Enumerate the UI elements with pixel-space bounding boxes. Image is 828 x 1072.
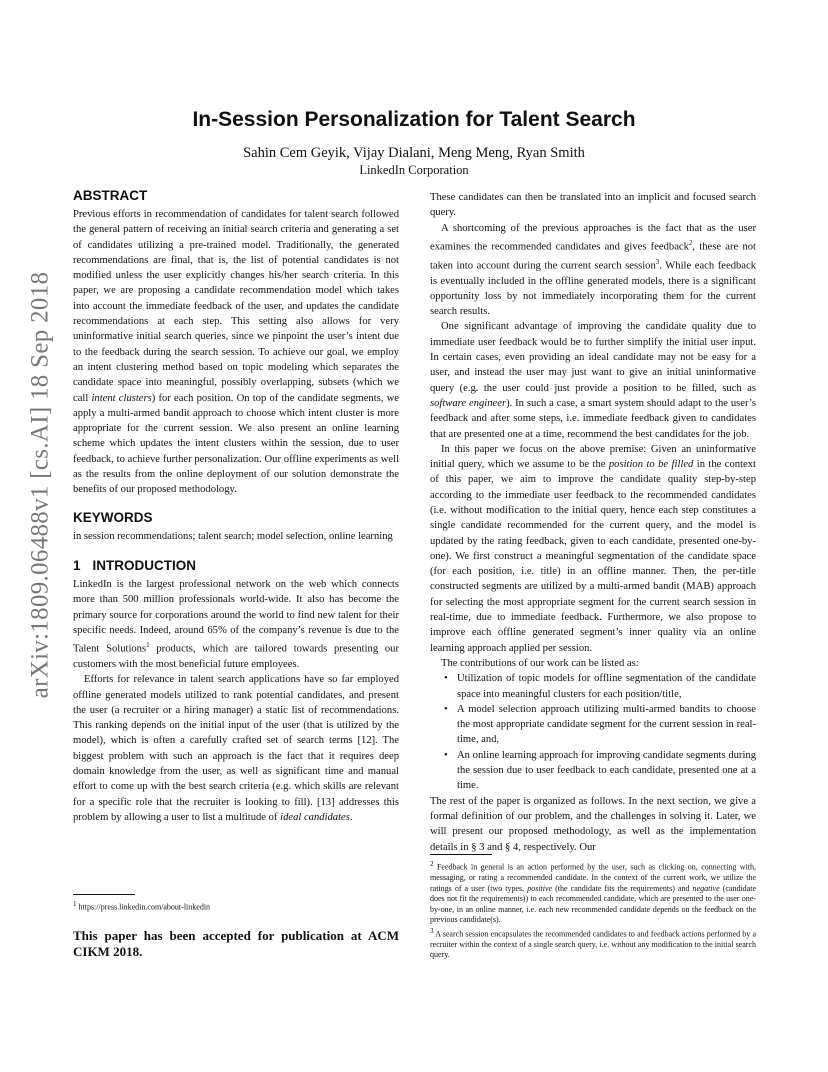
footnotes-right [430,854,756,961]
right-paragraph-1: A shortcoming of the previous approaches is the fact that as the user examines the recommended candidates and gives feedback$^2$, these are not taken into account during the current search session$^3$. While each feedback is eventually included in the offline generated models, there is a significant opportunity loss by not immediately incorporating them for the current search results. [430,222,756,318]
footnote-1: $^1$ https://press.linkedin.com/about-linkedin [73,900,211,912]
right-paragraph-3: In this paper we focus on the above premise: Given an uninformative initial query, which we assume to be the position to be filled in the context of this paper, we aim to improve the candidate quality step-by-step according to the immediate user feedback to the recommended candidates (i.e. without modification to the initial query, hence each step constitutes a single candidate recommended for the current query, and the model is updated by the rating feedback, given to each candidate, presented one-by-one). We first construct a meaningful segmentation of the candidate space (for each position, i.e. title) in an offline manner. Then, the per-title constructed segments are utilized by a multi-armed bandit (MAB) approach for selecting the most appropriate segment for the current search session in real-time, due to immediate feedback. Furthermore, we also propose to improve each offline generated segment’s inner quality via an online learning approach applied per session. [430,443,756,654]
keywords-text: in session recommendations; talent search; model selection, online learning [73,530,393,542]
left-column [73,188,399,825]
arxiv-identifier: arXiv:1809.06488v1 [cs.AI] 18 Sep 2018 [26,271,53,699]
footnote-rule [73,894,135,895]
intro-paragraph-1: LinkedIn is the largest professional network on the web which connects more than 500 million professionals world-wide. It also has become the primary source for corporations around the world to find new talent for their specific needs. Indeed, around 65% of the company’s revenue is due to the Talent Solutions$^1$ products, which are tailored towards presenting our customers with the most beneficial future employees. [73,578,399,670]
list-item: • A model selection approach utilizing multi-armed bandits to choose the most appropriate candidate segment for the current session in real-time, and, [444,703,756,746]
author-list: Sahin Cem Geyik, Vijay Dialani, Meng Meng, Ryan Smith [243,145,585,161]
right-paragraph-0: These candidates can then be translated into an implicit and focused search query. [430,192,756,219]
section-heading-introduction: 1 INTRODUCTION [73,557,197,573]
arxiv-stamp [20,271,60,699]
abstract-text: Previous efforts in recommendation of candidates for talent search followed the general pattern of receiving an initial search criteria and generating a set of candidates utilizing a pre-trained model. Traditionally, the generated recommendations are final, that is, the list of potential candidates is not modified unless the user explicitly changes his/her search criteria. In this paper, we are proposing a candidate recommendation model which takes into account the immediate feedback of the user, and updates the candidate recommendations at each step. This setting also allows for very uninformative initial search queries, since we pinpoint the user’s intent due to the feedback during the search session. To achieve our goal, we employ an intent clustering method based on topic modeling which separates the candidate space into meaningful, possibly overlapping, subsets (which we call intent clusters) for each position. On top of the candidate segments, we apply a multi-armed bandit approach to choose which intent cluster is more appropriate for the current session. We also present an online learning scheme which updates the intent clusters within the session, due to user feedback, to achieve further personalization. Our offline experiments as well as the results from the online deployment of our solution demonstrate the benefits of our proposed methodology. [73,209,399,496]
footnote-rule [430,854,492,855]
right-paragraph-5: The rest of the paper is organized as follows. In the next section, we give a formal definition of our problem, and the challenges in solving it. Later, we will present our proposed methodology, as well as the implementation details in § 3 and § 4, respectively. Our [430,795,756,853]
right-column [430,190,756,855]
acceptance-note: This paper has been accepted for publication at ACM CIKM 2018. [73,928,399,959]
intro-paragraph-2: Efforts for relevance in talent search applications have so far employed offline generated models utilized to rank potential candidates, and present the user (a recruiter or a hiring manager) a static list of recommendations. This ranking depends on the initial input of the user (that is utilized by the model), which is often a carefully crafted set of search terms [12]. The biggest problem with such an approach is the fact that it requires deep domain knowledge from the user, as well as significant time and manual effort to come up with the best search criteria (e.g. which skills are relevant for a specific role that the recruiter is looking to fill). [13] addresses this problem by allowing a user to list a multitude of ideal candidates. [73,674,399,823]
footnote-left [73,894,399,913]
footnote-2: $^2$ Feedback in general is an action performed by the user, such as clicking on, connecting with, messaging, or rating a recommended candidate. In the context of the current work, we utilize the ratings of a user (two types, positive (the candidate fits the requirements) and negative (candidate does not fit the requirements)) to each recommended candidate, which are presented to the user one-by-one, in an online manner, i.e. each new recommended candidate depends on the feedback on the previous candidate(s). [430,860,757,925]
list-item: • Utilization of topic models for offline segmentation of the candidate space into meaningful clusters for each position/title, [444,673,756,700]
paper-title: In-Session Personalization for Talent Search [192,108,636,131]
list-item: • An online learning approach for improving candidate segments during the session due to user feedback to each candidate, presented one at a time. [444,749,756,792]
keywords-heading: KEYWORDS [73,509,153,525]
right-paragraph-2: One significant advantage of improving the candidate quality due to immediate user feedback would be to further simplify the initial user input. In certain cases, even providing an ideal candidate may not be easy for a user, and instead the user may just want to give an initial uninformative query (e.g. the user could just provide a position to be filled, such as software engineer). In such a case, a smart system should adapt to the user’s feedback and after some steps, i.e. immediate feedback given to candidates that are presented one at a time, recommend the best candidates for the job. [430,321,756,440]
abstract-heading: ABSTRACT [73,188,148,203]
footnote-3: $^3$ A search session encapsulates the recommended candidates to and feedback actions performed by a recruiter within the context of a single search query, i.e. without any modification to the initial search query. [430,926,756,960]
affiliation: LinkedIn Corporation [359,163,469,177]
contributions-list [430,671,756,793]
contributions-intro: The contributions of our work can be listed as: [441,657,639,669]
